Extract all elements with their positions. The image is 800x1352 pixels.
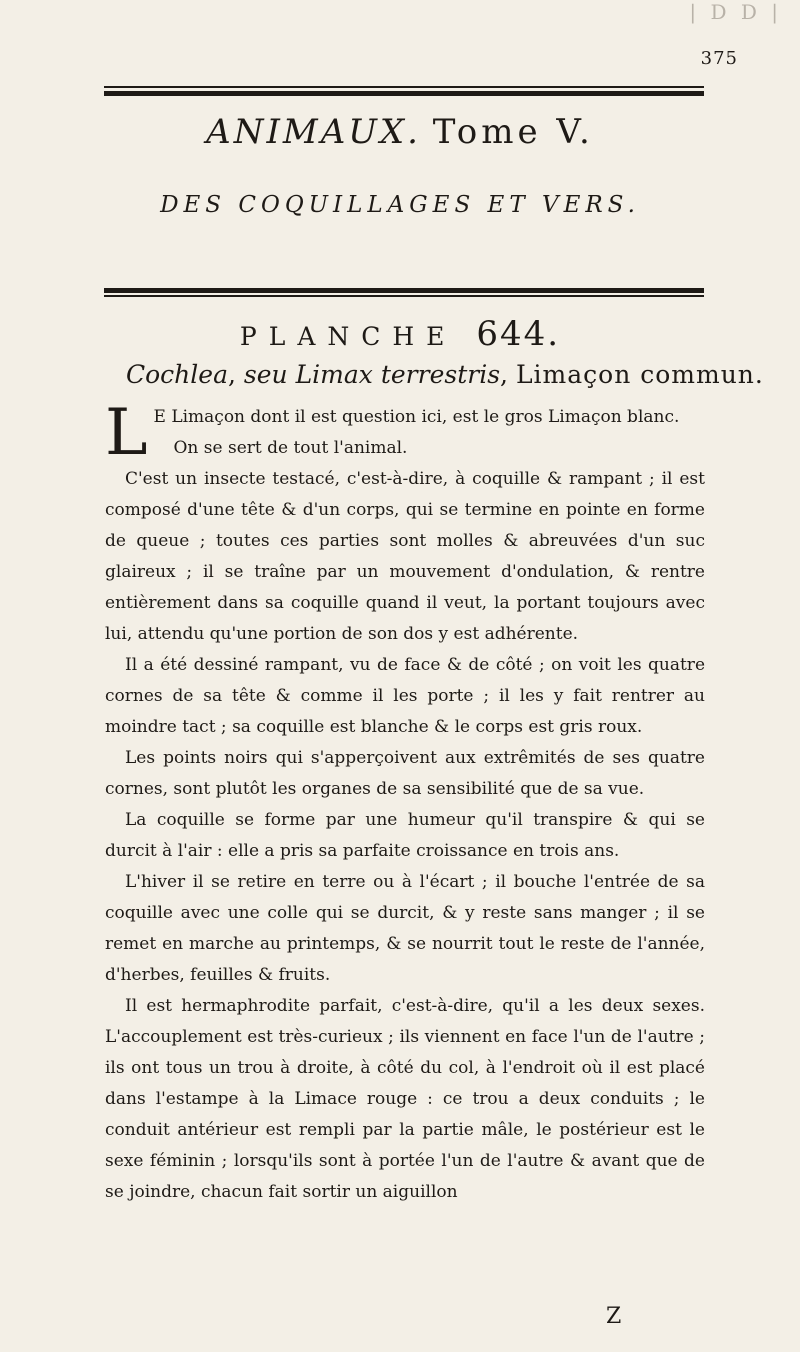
species-french-name: Limaçon commun. <box>515 360 764 389</box>
species-separator-2: , <box>500 360 516 389</box>
paragraph: Il a été dessiné rampant, vu de face & de côté ; on voit les quatre cornes de sa tête & comme il les porte ; il les y fait rentrer au moindre tact ; sa coquille est blanche & le corps est gris roux. <box>105 655 705 737</box>
species-latin-limax: Limax terrestris <box>295 360 501 389</box>
header-rule-thin <box>104 86 704 88</box>
species-latin-cochlea: Cochlea <box>126 360 228 389</box>
paragraph: La coquille se forme par une humeur qu'il transpire & qui se durcit à l'air : elle a pris sa parfaite croissance en trois ans. <box>105 810 705 861</box>
plate-label: PLANCHE <box>239 322 457 351</box>
running-subtitle: DES COQUILLAGES ET VERS. <box>160 192 640 218</box>
species-latin-seu: seu <box>243 360 288 389</box>
paragraph: On se sert de tout l'animal. <box>173 438 408 458</box>
section-rule-thick <box>104 288 704 293</box>
drop-cap: L <box>105 396 148 470</box>
paragraph: L'hiver il se retire en terre ou à l'écart ; il bouche l'entrée de sa coquille avec une colle qui se durcit, & y reste sans manger ; il se remet en marche au printemps, & se nourrit tout le reste de l'année, d'herbes, feuilles & fruits. <box>105 872 705 985</box>
paragraph: C'est un insecte testacé, c'est-à-dire, à coquille & rampant ; il est composé d'une tête & d'un corps, qui se termine en pointe en forme de queue ; toutes ces parties sont molles & abreuvées d'un suc glaireux ; il se traîne par un mouvement d'ondulation, & rentre entièrement dans sa coquille quand il veut, la portant toujours avec lui, attendu qu'une portion de son dos y est adhérente. <box>105 469 705 644</box>
header-rule-thick <box>104 91 704 96</box>
plate-number: 644. <box>476 314 561 354</box>
catchword: Z <box>606 1304 622 1329</box>
running-title-tome: Tome V. <box>432 112 594 152</box>
page-number: 375 <box>700 48 738 69</box>
section-rule-thin <box>104 295 704 297</box>
plate-heading <box>0 314 800 354</box>
paragraph: Les points noirs qui s'apperçoivent aux extrêmités de ses quatre cornes, sont plutôt les organes de sa sensibilité que de sa vue. <box>105 748 705 799</box>
article-body <box>105 396 705 1208</box>
paragraph: Il est hermaphrodite parfait, c'est-à-dire, qu'il a les deux sexes. L'accouplement est très-curieux ; ils viennent en face l'un de l'autre ; ils ont tous un trou à droite, à côté du col, à l'endroit où il est placé dans l'estampe à la Limace rouge : ce trou a deux conduits ; le conduit antérieur est rempli par la partie mâle, le postérieur est le sexe féminin ; lorsqu'ils sont à portée l'un de l'autre & avant que de se joindre, chacun fait sortir un aiguillon <box>105 996 705 1202</box>
corner-mark: | D D | <box>689 0 782 24</box>
running-title-animaux: ANIMAUX. <box>206 112 421 152</box>
species-heading <box>126 360 764 389</box>
paragraph-text: E Limaçon dont il est question ici, est le gros Limaçon blanc. <box>153 407 680 427</box>
species-separator: , <box>227 360 244 389</box>
running-title <box>0 112 800 152</box>
